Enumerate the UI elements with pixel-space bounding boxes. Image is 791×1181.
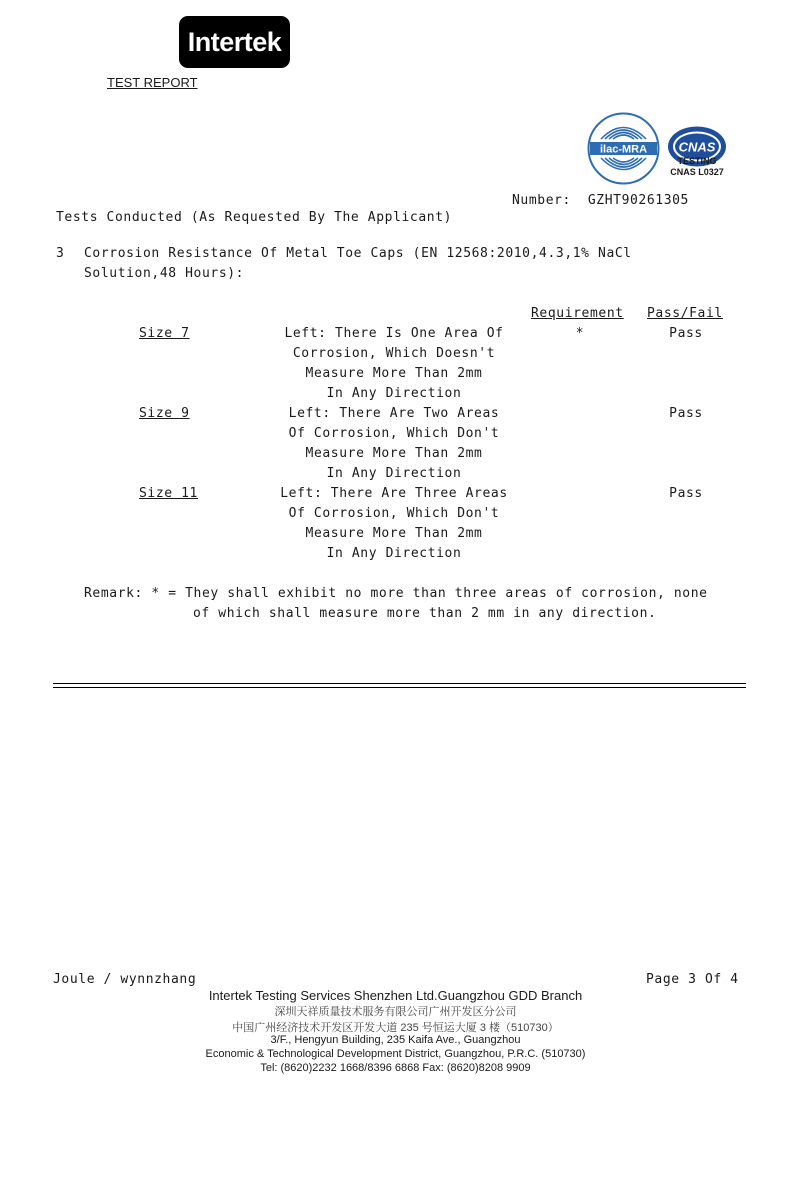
section-number: 3 bbox=[56, 246, 65, 261]
finding-line: Measure More Than 2mm bbox=[305, 526, 483, 541]
footer-address-en-2: Economic & Technological Development District, Guangzhou, P.R.C. (510730) bbox=[205, 1048, 586, 1060]
pass-fail-value: Pass bbox=[669, 406, 703, 421]
footer-contact: Tel: (8620)2232 1668/8396 6868 Fax: (8620)8208 9909 bbox=[260, 1062, 531, 1074]
pass-fail-column-header: Pass/Fail bbox=[647, 306, 723, 321]
report-number bbox=[512, 193, 689, 208]
size-label: Size 9 bbox=[139, 406, 190, 421]
end-rule-top bbox=[53, 683, 746, 684]
pass-fail-value: Pass bbox=[669, 326, 703, 341]
tests-conducted-heading: Tests Conducted (As Requested By The Applicant) bbox=[56, 210, 453, 225]
finding-line: In Any Direction bbox=[326, 386, 462, 401]
section-title-line1: Corrosion Resistance Of Metal Toe Caps (EN 12568:2010,4.3,1% NaCl bbox=[84, 246, 632, 261]
ilac-label: ilac-MRA bbox=[599, 143, 648, 156]
footer-company-cn: 深圳天祥质量技术服务有限公司广州开发区分公司 bbox=[274, 1006, 517, 1018]
report-title: TEST REPORT bbox=[107, 75, 198, 90]
requirement-column-header: Requirement bbox=[531, 306, 624, 321]
page-number: Page 3 Of 4 bbox=[646, 972, 739, 987]
cnas-testing-label: TESTING bbox=[677, 156, 717, 166]
number-label: Number: bbox=[512, 193, 571, 208]
intertek-logo bbox=[179, 16, 290, 68]
finding-line: Measure More Than 2mm bbox=[305, 366, 483, 381]
logo-text: Intertek bbox=[187, 27, 282, 57]
footer-company-en: Intertek Testing Services Shenzhen Ltd.Guangzhou GDD Branch bbox=[208, 988, 583, 1003]
finding-line: Of Corrosion, Which Don't bbox=[288, 426, 500, 441]
remark-line1: Remark: * = They shall exhibit no more than three areas of corrosion, none bbox=[84, 586, 708, 601]
cnas-code-label: CNAS L0327 bbox=[670, 167, 724, 177]
cnas-mark: CNAS bbox=[678, 139, 716, 155]
number-value: GZHT90261305 bbox=[587, 193, 689, 208]
finding-line: Left: There Are Three Areas bbox=[280, 486, 508, 501]
finding-line: Corrosion, Which Doesn't bbox=[292, 346, 496, 361]
end-rule-bottom bbox=[53, 687, 746, 688]
pass-fail-value: Pass bbox=[669, 486, 703, 501]
ilac-mra-seal bbox=[587, 112, 660, 185]
finding-line: Left: There Is One Area Of bbox=[284, 326, 504, 341]
finding-line: In Any Direction bbox=[326, 466, 462, 481]
remark-line2: of which shall measure more than 2 mm in any direction. bbox=[193, 606, 657, 621]
finding-line: Of Corrosion, Which Don't bbox=[288, 506, 500, 521]
requirement-value: * bbox=[575, 326, 585, 341]
footer-address-en-1: 3/F., Hengyun Building, 235 Kaifa Ave., Guangzhou bbox=[270, 1034, 521, 1046]
finding-line: Measure More Than 2mm bbox=[305, 446, 483, 461]
section-title-line2: Solution,48 Hours): bbox=[84, 266, 245, 281]
finding-line: In Any Direction bbox=[326, 546, 462, 561]
finding-line: Left: There Are Two Areas bbox=[288, 406, 500, 421]
footer-address-cn: 中国广州经济技术开发区开发大道 235 号恒运大厦 3 楼（510730） bbox=[232, 1022, 559, 1034]
size-label: Size 7 bbox=[139, 326, 190, 341]
size-label: Size 11 bbox=[139, 486, 198, 501]
footer-author: Joule / wynnzhang bbox=[53, 972, 197, 987]
